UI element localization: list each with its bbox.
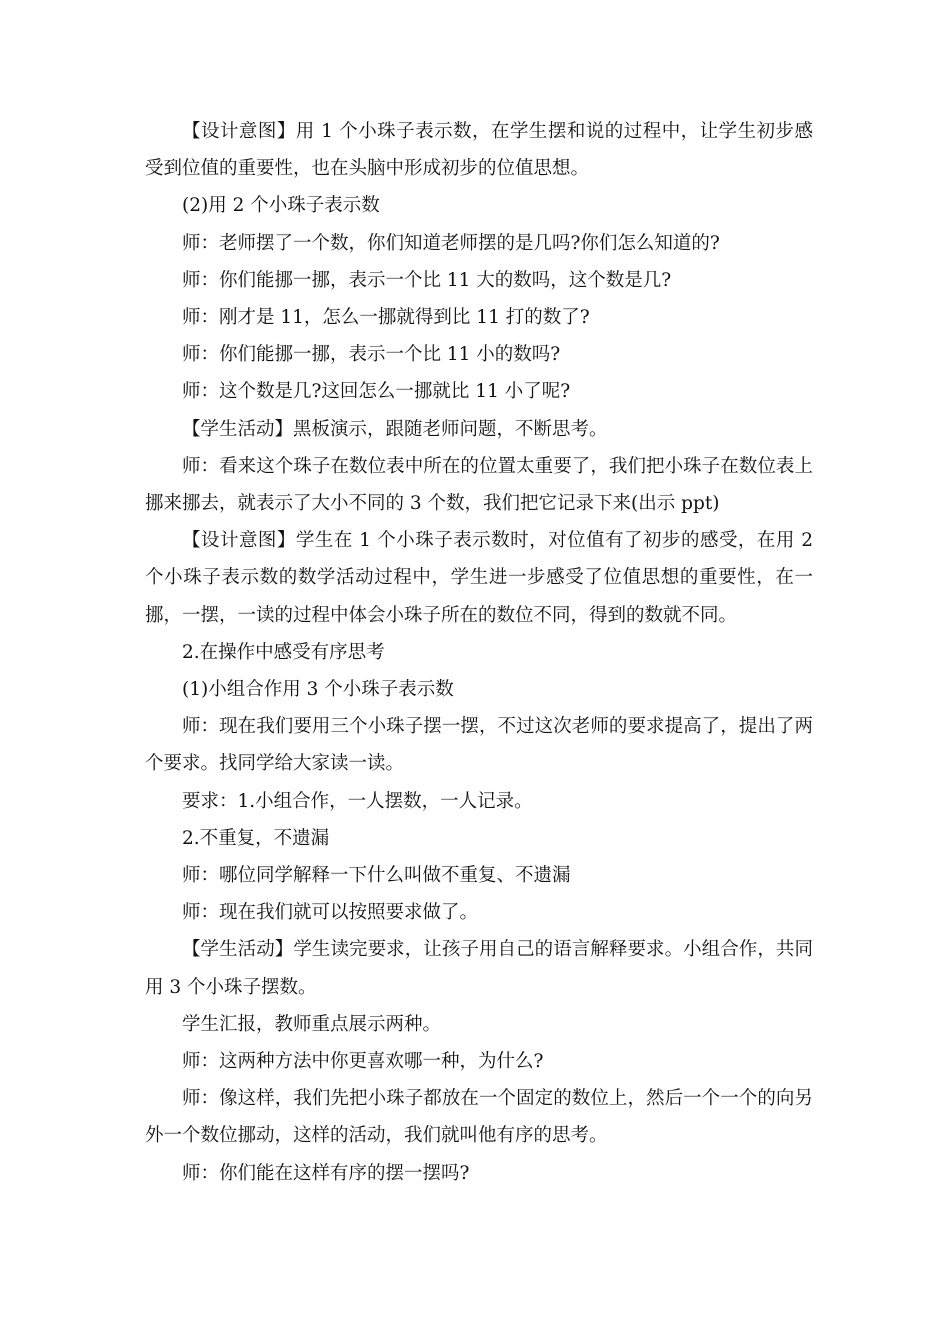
teacher-line: 师：看来这个珠子在数位表中所在的位置太重要了，我们把小珠子在数位表上挪来挪去，就表示了大小不同的 3 个数，我们把它记录下来(出示 ppt) bbox=[145, 455, 813, 515]
teacher-line: 师：你们能挪一挪，表示一个比 11 大的数吗，这个数是几? bbox=[182, 269, 672, 291]
student-report-line: 学生汇报，教师重点展示两种。 bbox=[182, 1013, 442, 1035]
teacher-line: 师：哪位同学解释一下什么叫做不重复、不遗漏 bbox=[182, 865, 571, 887]
teacher-line: 师：现在我们就可以按照要求做了。 bbox=[182, 902, 479, 924]
student-activity-paragraph-1: 【学生活动】黑板演示，跟随老师问题，不断思考。 bbox=[182, 418, 608, 440]
section-heading-ordered-thinking: 2.在操作中感受有序思考 bbox=[182, 641, 385, 663]
teacher-line: 师：你们能在这样有序的摆一摆吗? bbox=[182, 1162, 470, 1184]
requirement-item-2: 2.不重复，不遗漏 bbox=[182, 827, 330, 849]
student-activity-paragraph-2: 【学生活动】学生读完要求，让孩子用自己的语言解释要求。小组合作，共同用 3 个小珠子摆数。 bbox=[145, 939, 813, 998]
document-body bbox=[145, 113, 813, 1192]
section-heading-three-beads: (1)小组合作用 3 个小珠子表示数 bbox=[182, 679, 454, 701]
teacher-line: 师：刚才是 11，怎么一挪就得到比 11 打的数了? bbox=[182, 307, 590, 329]
teacher-line: 师：老师摆了一个数，你们知道老师摆的是几吗?你们怎么知道的? bbox=[182, 232, 720, 254]
teacher-line: 师：这个数是几?这回怎么一挪就比 11 小了呢? bbox=[182, 381, 571, 403]
requirement-item-1: 要求：1.小组合作，一人摆数，一人记录。 bbox=[182, 790, 533, 812]
teacher-line: 师：现在我们要用三个小珠子摆一摆，不过这次老师的要求提高了，提出了两个要求。找同学给大家读一读。 bbox=[145, 716, 813, 775]
teacher-line: 师：这两种方法中你更喜欢哪一种，为什么? bbox=[182, 1051, 544, 1073]
section-heading-two-beads: (2)用 2 个小珠子表示数 bbox=[182, 195, 380, 217]
design-intent-paragraph-1: 【设计意图】用 1 个小珠子表示数，在学生摆和说的过程中，让学生初步感受到位值的重要性，也在头脑中形成初步的位值思想。 bbox=[145, 121, 813, 180]
teacher-line: 师：像这样，我们先把小珠子都放在一个固定的数位上，然后一个一个的向另外一个数位挪动，这样的活动，我们就叫他有序的思考。 bbox=[145, 1088, 813, 1147]
design-intent-paragraph-2: 【设计意图】学生在 1 个小珠子表示数时，对位值有了初步的感受，在用 2 个小珠子表示数的数学活动过程中，学生进一步感受了位值思想的重要性，在一挪，一摆，一读的过程中体会小珠子所在的数位不同，得到的数就不同。 bbox=[145, 530, 813, 626]
teacher-line: 师：你们能挪一挪，表示一个比 11 小的数吗? bbox=[182, 344, 561, 366]
